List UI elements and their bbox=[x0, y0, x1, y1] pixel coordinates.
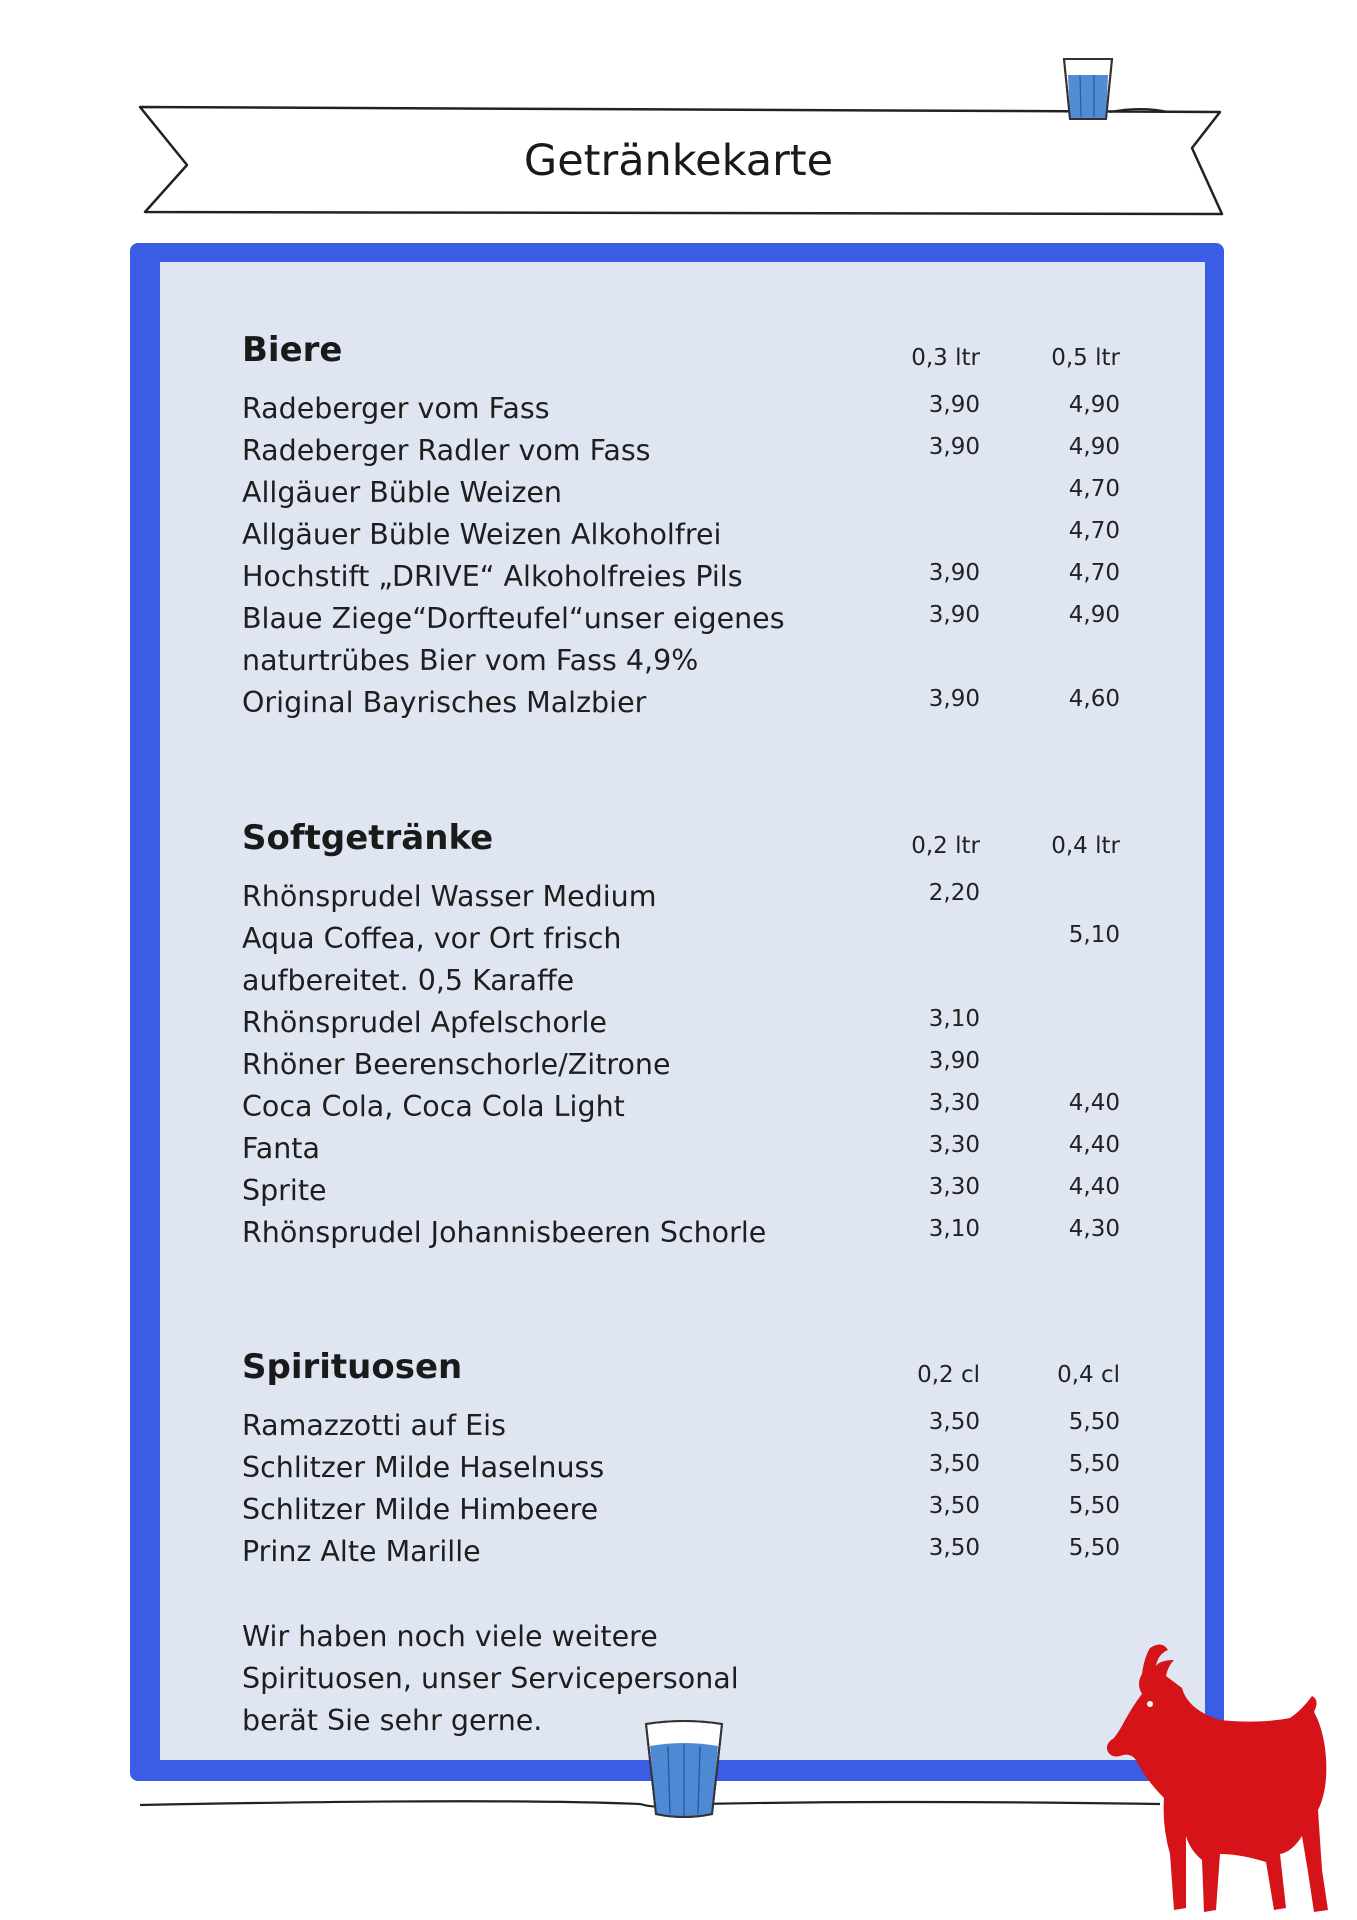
menu-item-price-small: 3,30 bbox=[928, 1090, 980, 1116]
menu-item-price-small: 3,50 bbox=[928, 1409, 980, 1435]
menu-item-name: Radeberger vom Fass bbox=[242, 392, 550, 425]
menu-item-name: Rhöner Beerenschorle/Zitrone bbox=[242, 1048, 671, 1081]
menu-item-price-large: 4,90 bbox=[1068, 392, 1120, 418]
column-header-size-1: 0,2 cl bbox=[917, 1362, 980, 1388]
menu-item-price-large: 4,30 bbox=[1068, 1216, 1120, 1242]
menu-item-name: Sprite bbox=[242, 1174, 327, 1207]
menu-item-price-large: 5,50 bbox=[1068, 1409, 1120, 1435]
menu-item-price-large: 4,70 bbox=[1068, 476, 1120, 502]
menu-item-price-large: 4,60 bbox=[1068, 686, 1120, 712]
menu-item-name: Blaue Ziege“Dorfteufel“unser eigenes naturtrübes Bier vom Fass 4,9% bbox=[242, 602, 785, 677]
water-glass-icon bbox=[642, 1718, 726, 1822]
column-header-size-2: 0,5 ltr bbox=[1051, 345, 1120, 371]
menu-item-price-small: 3,50 bbox=[928, 1493, 980, 1519]
menu-item-price-large: 5,50 bbox=[1068, 1535, 1120, 1561]
menu-item-name: Rhönsprudel Johannisbeeren Schorle bbox=[242, 1216, 767, 1249]
menu-item-name: Allgäuer Büble Weizen bbox=[242, 476, 562, 509]
menu-item-price-large: 4,70 bbox=[1068, 560, 1120, 586]
menu-item-price-small: 3,90 bbox=[928, 602, 980, 628]
menu-item-price-small: 3,90 bbox=[928, 1048, 980, 1074]
menu-item-price-large: 5,50 bbox=[1068, 1493, 1120, 1519]
title-banner bbox=[0, 0, 1357, 240]
menu-item-price-large: 4,90 bbox=[1068, 602, 1120, 628]
column-header-size-2: 0,4 ltr bbox=[1051, 833, 1120, 859]
menu-item-name: Original Bayrisches Malzbier bbox=[242, 686, 647, 719]
menu-item-price-small: 3,50 bbox=[928, 1535, 980, 1561]
menu-item-price-large: 4,70 bbox=[1068, 518, 1120, 544]
menu-item-name: Aqua Coffea, vor Ort frisch aufbereitet. 0,5 Karaffe bbox=[242, 922, 622, 997]
menu-item-name: Schlitzer Milde Himbeere bbox=[242, 1493, 599, 1526]
menu-item-name: Hochstift „DRIVE“ Alkoholfreies Pils bbox=[242, 560, 743, 593]
menu-item-price-large: 5,50 bbox=[1068, 1451, 1120, 1477]
page-title: Getränkekarte bbox=[523, 136, 834, 186]
menu-item-name: Rhönsprudel Apfelschorle bbox=[242, 1006, 607, 1039]
menu-item-price-small: 3,30 bbox=[928, 1174, 980, 1200]
menu-item-price-small: 3,90 bbox=[928, 686, 980, 712]
menu-item-price-small: 3,90 bbox=[928, 560, 980, 586]
menu-item-price-small: 2,20 bbox=[928, 880, 980, 906]
menu-item-name: Fanta bbox=[242, 1132, 320, 1165]
footer-note: Wir haben noch viele weitere Spirituosen, unser Servicepersonal berät Sie sehr gerne. bbox=[242, 1620, 739, 1737]
menu-item-price-large: 5,10 bbox=[1068, 922, 1120, 948]
menu-item-name: Ramazzotti auf Eis bbox=[242, 1409, 506, 1442]
column-header-size-1: 0,3 ltr bbox=[911, 345, 980, 371]
menu-item-name: Prinz Alte Marille bbox=[242, 1535, 481, 1568]
menu-item-price-small: 3,90 bbox=[928, 392, 980, 418]
menu-item-price-small: 3,10 bbox=[928, 1216, 980, 1242]
menu-item-name: Schlitzer Milde Haselnuss bbox=[242, 1451, 605, 1484]
goat-icon bbox=[1090, 1640, 1340, 1920]
menu-item-name: Rhönsprudel Wasser Medium bbox=[242, 880, 657, 913]
menu-item-price-small: 3,30 bbox=[928, 1132, 980, 1158]
water-glass-icon bbox=[1060, 55, 1116, 125]
menu-item-name: Radeberger Radler vom Fass bbox=[242, 434, 651, 467]
column-header-size-1: 0,2 ltr bbox=[911, 833, 980, 859]
menu-item-name: Allgäuer Büble Weizen Alkoholfrei bbox=[242, 518, 722, 551]
menu-item-price-small: 3,90 bbox=[928, 434, 980, 460]
menu-item-name: Coca Cola, Coca Cola Light bbox=[242, 1090, 625, 1123]
column-header-size-2: 0,4 cl bbox=[1057, 1362, 1120, 1388]
menu-item-price-large: 4,40 bbox=[1068, 1174, 1120, 1200]
menu-item-price-small: 3,50 bbox=[928, 1451, 980, 1477]
menu-item-price-large: 4,40 bbox=[1068, 1132, 1120, 1158]
section-title-softgetraenke: Softgetränke bbox=[242, 818, 494, 858]
section-title-spirituosen: Spirituosen bbox=[242, 1347, 463, 1387]
menu-item-price-small: 3,10 bbox=[928, 1006, 980, 1032]
section-title-biere: Biere bbox=[242, 330, 343, 370]
menu-item-price-large: 4,40 bbox=[1068, 1090, 1120, 1116]
menu-item-price-large: 4,90 bbox=[1068, 434, 1120, 460]
